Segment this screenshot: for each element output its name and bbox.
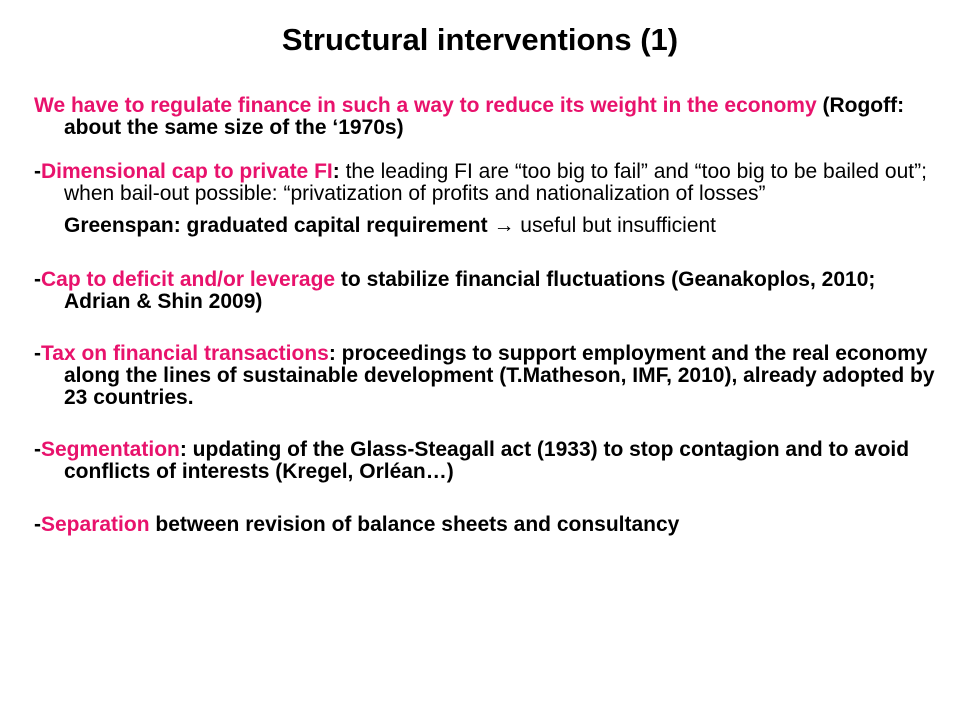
bold-text: Greenspan: graduated capital requirement bbox=[64, 214, 488, 237]
subparagraph-greenspan bbox=[34, 215, 946, 237]
paragraph-tax-transactions bbox=[34, 343, 946, 409]
highlight-text: Cap to deficit and/or leverage bbox=[41, 268, 336, 291]
bullet-dash: - bbox=[34, 513, 41, 536]
body-text: (Rogoff: about the same size of the ‘1970s) bbox=[64, 94, 905, 139]
paragraph-separation bbox=[34, 514, 946, 536]
body-text: : proceedings to support employment and the real economy along the lines of sustainable development (T.Matheson, IMF, 2010), already adopted by 23 countries. bbox=[64, 342, 935, 409]
bullet-dash: - bbox=[34, 342, 41, 365]
body-text: between revision of balance sheets and consultancy bbox=[149, 513, 680, 536]
highlight-text: Tax on financial transactions bbox=[41, 342, 329, 365]
body-text: → useful but insufficient bbox=[487, 214, 717, 237]
body-text: : updating of the Glass-Steagall act (1933) to stop contagion and to avoid conflicts of interests (Kregel, Orléan…) bbox=[64, 438, 910, 483]
highlight-text: Separation bbox=[41, 513, 150, 536]
slide-title: Structural interventions (1) bbox=[281, 22, 679, 57]
paragraph-segmentation bbox=[34, 439, 946, 483]
bullet-dash: - bbox=[34, 438, 41, 461]
paragraph-dimensional-cap bbox=[34, 161, 946, 205]
colon-text: : bbox=[332, 160, 340, 183]
body-text: the leading FI are “too big to fail” and “too big to be bailed out”; when bail-out possible: “privatization of profits and nationalization of losses” bbox=[64, 160, 927, 205]
body-text: to stabilize financial fluctuations (Geanakoplos, 2010; Adrian & Shin 2009) bbox=[64, 268, 876, 313]
highlight-text: Dimensional cap to private FI bbox=[41, 160, 333, 183]
highlight-text: We have to regulate finance in such a way to reduce its weight in the economy bbox=[34, 94, 817, 117]
highlight-text: Segmentation bbox=[41, 438, 180, 461]
bullet-dash: - bbox=[34, 160, 41, 183]
bullet-dash: - bbox=[34, 268, 41, 291]
paragraph-regulate-finance bbox=[34, 95, 946, 139]
slide-body bbox=[34, 95, 946, 536]
paragraph-cap-deficit bbox=[34, 269, 946, 313]
